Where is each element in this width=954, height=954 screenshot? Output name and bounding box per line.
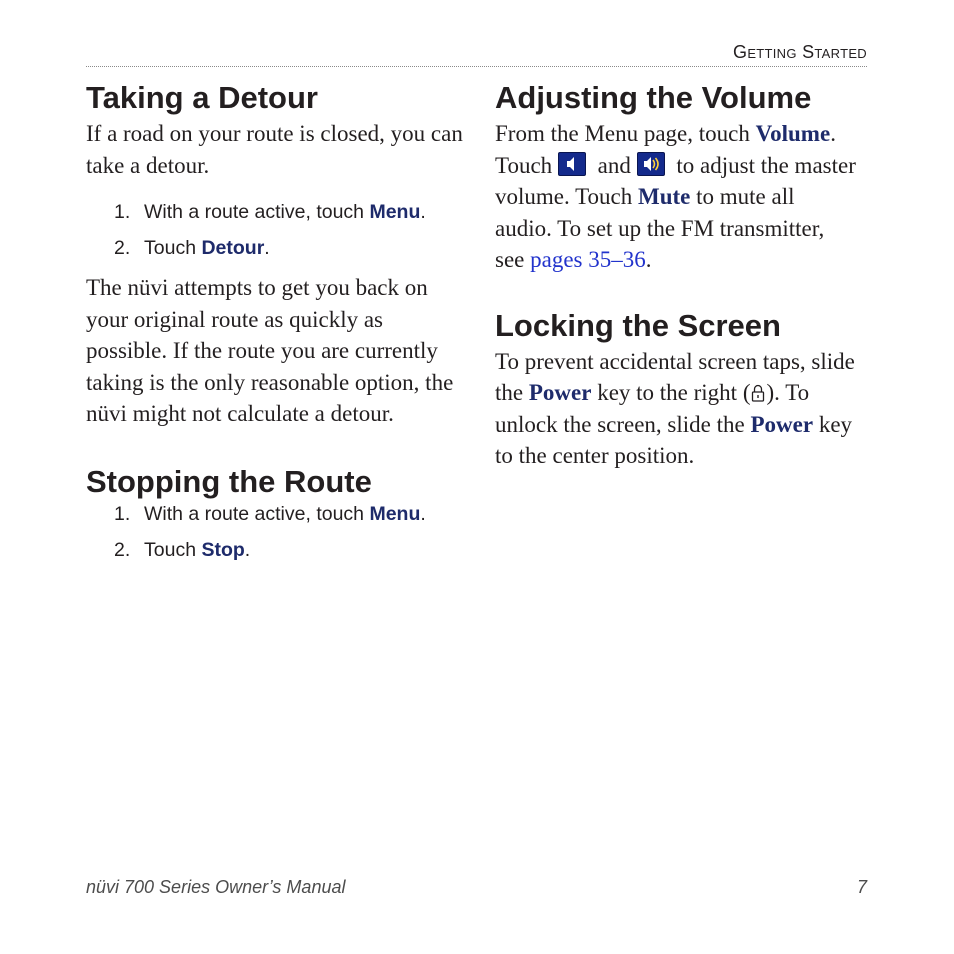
section-taking-a-detour xyxy=(86,78,466,430)
keyword-mute: Mute xyxy=(637,184,691,209)
left-column xyxy=(86,78,466,568)
detour-explanation: The nüvi attempts to get you back on your original route as quickly as possible. If the route you are currently taking is the only reasonable option, the nüvi might not calculate a detour. xyxy=(86,275,454,426)
heading-taking-a-detour: Taking a Detour xyxy=(86,80,318,115)
section-title: Getting Started xyxy=(733,42,867,62)
keyword-power: Power xyxy=(528,380,592,405)
locking-text: To prevent accidental screen taps, slide the Power key to the right ( ). To unlock the screen, slide the Power key to the center position. xyxy=(495,348,855,468)
detour-intro: If a road on your route is closed, you can take a detour. xyxy=(86,121,463,178)
footer-page-number: 7 xyxy=(856,877,867,897)
right-column xyxy=(495,78,875,472)
keyword-stop: Stop xyxy=(201,538,245,561)
section-stopping-the-route xyxy=(86,462,466,568)
page-header xyxy=(86,40,867,67)
section-locking-the-screen xyxy=(495,306,875,472)
heading-stopping-the-route: Stopping the Route xyxy=(86,463,372,499)
stopping-step-1: 1. With a route active, touch Menu. xyxy=(114,502,426,525)
keyword-menu: Menu xyxy=(369,201,421,223)
detour-step-1: 1. With a route active, touch Menu. xyxy=(114,201,426,223)
stopping-step-2: 2. Touch Stop. xyxy=(114,538,251,561)
lock-icon xyxy=(750,380,766,400)
pages-link[interactable]: pages 35–36 xyxy=(530,247,646,272)
section-adjusting-the-volume xyxy=(495,78,875,276)
stopping-steps xyxy=(86,496,466,568)
detour-step-2: 2. Touch Detour. xyxy=(114,237,270,259)
volume-text: From the Menu page, touch Volume. Touch and to adjust the master volume. Touch Mute to mute all audio. To set up the FM transmitter, see pages 35–36. xyxy=(495,121,856,272)
keyword-power: Power xyxy=(750,411,814,437)
footer-manual-title: nüvi 700 Series Owner’s Manual xyxy=(86,877,346,897)
heading-locking-the-screen: Locking the Screen xyxy=(495,307,781,343)
heading-adjusting-the-volume: Adjusting the Volume xyxy=(495,80,812,115)
keyword-detour: Detour xyxy=(201,237,265,259)
volume-down-icon xyxy=(558,152,586,176)
volume-up-icon xyxy=(637,152,665,176)
keyword-volume: Volume xyxy=(755,121,831,146)
keyword-menu: Menu xyxy=(369,502,421,525)
detour-steps xyxy=(86,194,466,266)
